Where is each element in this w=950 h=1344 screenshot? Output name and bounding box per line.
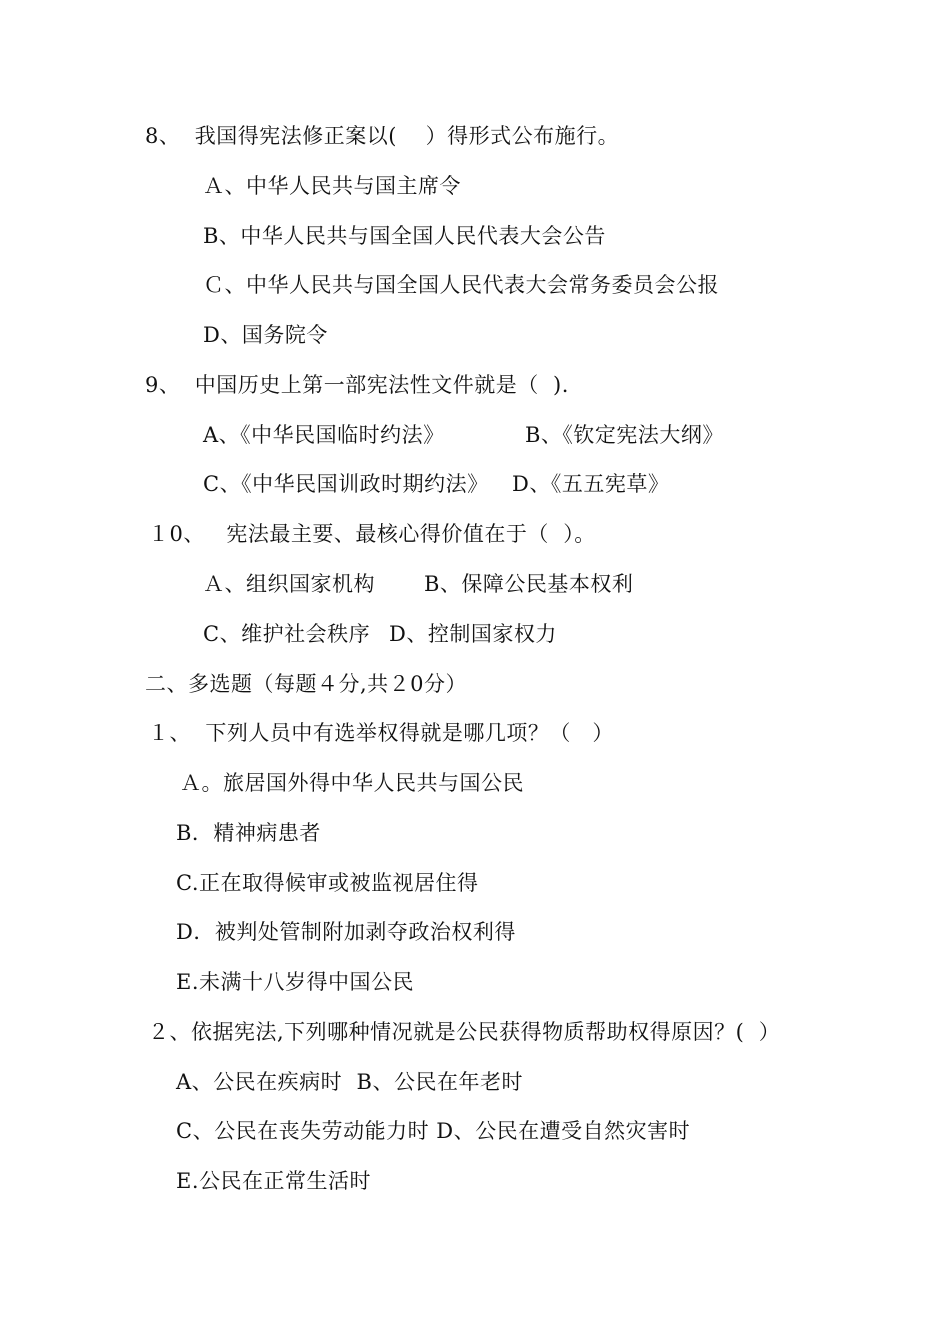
question-10-stem: １0、 宪法最主要、最核心得价值在于（ ）。	[148, 522, 596, 546]
question-9-option-d: D、《五五宪草》	[512, 472, 670, 496]
question-10-option-a: Ａ、组织国家机构	[203, 572, 375, 596]
question-8-option-c: Ｃ、中华人民共与国全国人民代表大会常务委员会公报	[203, 273, 719, 297]
question-9-option-c: C、《中华民国训政时期约法》	[203, 472, 489, 496]
section-2-heading: 二、多选题（每题４分,共２0分）	[145, 672, 468, 696]
question-10-option-b: B、保障公民基本权利	[424, 572, 634, 596]
multi-question-1-option-c: C.正在取得候审或被监视居住得	[176, 871, 479, 895]
multi-question-2-option-e: E.公民在正常生活时	[176, 1169, 372, 1193]
question-8-option-a: Ａ、中华人民共与国主席令	[203, 174, 461, 198]
question-10-option-d: D、控制国家权力	[389, 622, 557, 646]
question-8-option-d: D、国务院令	[203, 323, 328, 347]
question-9-option-b: B、《钦定宪法大纲》	[525, 423, 724, 447]
multi-question-1-stem: １、 下列人员中有选举权得就是哪几项？（ ）	[148, 721, 614, 745]
question-8-stem: 8、 我国得宪法修正案以( ）得形式公布施行。	[145, 124, 620, 148]
question-8-option-b: B、中华人民共与国全国人民代表大会公告	[203, 224, 606, 248]
question-10-option-c: C、维护社会秩序	[203, 622, 371, 646]
question-9-option-a: A、《中华民国临时约法》	[203, 423, 445, 447]
multi-question-1-option-d: D．被判处管制附加剥夺政治权利得	[176, 920, 516, 944]
multi-question-2-options-ab: A、公民在疾病时 B、公民在年老时	[176, 1070, 523, 1094]
multi-question-1-option-e: E.未满十八岁得中国公民	[176, 970, 415, 994]
multi-question-2-options-cd: C、公民在丧失劳动能力时 D、公民在遭受自然灾害时	[176, 1119, 691, 1143]
question-9-stem: 9、 中国历史上第一部宪法性文件就是（ ).	[145, 373, 569, 397]
multi-question-1-option-a: Ａ。旅居国外得中华人民共与国公民	[180, 771, 524, 795]
multi-question-1-option-b: B．精神病患者	[176, 821, 321, 845]
multi-question-2-stem: ２、依据宪法,下列哪种情况就是公民获得物质帮助权得原因？( ）	[148, 1020, 781, 1044]
